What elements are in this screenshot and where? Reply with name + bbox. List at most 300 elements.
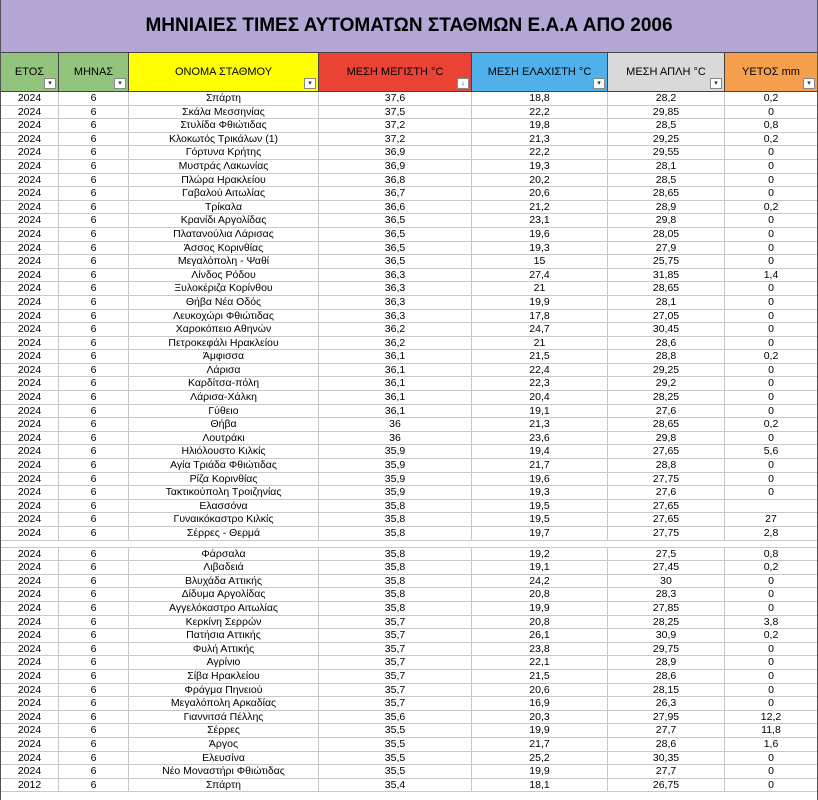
year-cell[interactable]: 2024 (1, 310, 59, 323)
month-cell[interactable]: 6 (59, 445, 129, 458)
rain-cell[interactable]: 0 (768, 323, 774, 336)
year-cell[interactable]: 2024 (1, 527, 59, 540)
mean-max-cell[interactable]: 35,8 (319, 527, 472, 540)
month-cell[interactable]: 6 (59, 561, 129, 574)
table-row[interactable] (1, 214, 817, 228)
mean-cell[interactable]: 27,45 (608, 561, 725, 574)
mean-max-cell[interactable]: 36,2 (319, 337, 472, 350)
rain-cell[interactable]: 1,4 (763, 268, 779, 281)
mean-max-cell[interactable]: 35,7 (319, 656, 472, 669)
month-cell[interactable]: 6 (59, 242, 129, 255)
header-mean[interactable] (608, 53, 725, 91)
table-row[interactable] (1, 255, 817, 269)
month-cell[interactable]: 6 (59, 92, 129, 105)
month-cell[interactable]: 6 (59, 214, 129, 227)
mean-cell[interactable]: 27,5 (608, 548, 725, 561)
station-cell[interactable]: Λευκοχώρι Φθιώτιδας (129, 310, 319, 323)
mean-min-cell[interactable]: 15 (472, 255, 608, 268)
month-cell[interactable]: 6 (59, 752, 129, 765)
table-row[interactable] (1, 602, 817, 616)
mean-min-cell[interactable]: 16,9 (472, 697, 608, 710)
month-cell[interactable]: 6 (59, 364, 129, 377)
table-row[interactable] (1, 160, 817, 174)
rain-cell[interactable]: 0 (768, 404, 774, 417)
mean-cell[interactable]: 29,85 (608, 106, 725, 119)
mean-max-cell[interactable]: 37,5 (319, 106, 472, 119)
year-cell[interactable]: 2024 (1, 656, 59, 669)
mean-max-cell[interactable]: 35,5 (319, 752, 472, 765)
rain-cell[interactable]: 0,2 (763, 629, 779, 642)
table-row[interactable] (1, 364, 817, 378)
mean-max-cell[interactable]: 36,3 (319, 282, 472, 295)
year-cell[interactable]: 2024 (1, 738, 59, 751)
mean-cell[interactable]: 29,2 (608, 377, 725, 390)
rain-cell[interactable]: 0,2 (763, 132, 779, 145)
mean-max-cell[interactable]: 35,7 (319, 684, 472, 697)
station-cell[interactable]: Μυστράς Λακωνίας (129, 160, 319, 173)
month-cell[interactable]: 6 (59, 405, 129, 418)
mean-max-cell[interactable]: 35,7 (319, 670, 472, 683)
rain-cell[interactable]: 0 (768, 336, 774, 349)
year-cell[interactable]: 2024 (1, 473, 59, 486)
table-row[interactable] (1, 391, 817, 405)
table-row[interactable] (1, 752, 817, 766)
year-cell[interactable]: 2024 (1, 350, 59, 363)
year-cell[interactable]: 2024 (1, 588, 59, 601)
mean-max-cell[interactable]: 35,8 (319, 602, 472, 615)
rain-cell[interactable]: 0 (768, 282, 774, 295)
mean-min-cell[interactable]: 22,1 (472, 656, 608, 669)
station-cell[interactable]: Αγία Τριάδα Φθιώτιδας (129, 459, 319, 472)
mean-min-cell[interactable]: 21,7 (472, 738, 608, 751)
year-cell[interactable]: 2024 (1, 92, 59, 105)
rain-cell[interactable]: 0 (768, 363, 774, 376)
mean-max-cell[interactable]: 36,3 (319, 269, 472, 282)
month-cell[interactable]: 6 (59, 119, 129, 132)
year-cell[interactable]: 2024 (1, 242, 59, 255)
month-cell[interactable]: 6 (59, 106, 129, 119)
rain-cell[interactable]: 0 (768, 697, 774, 710)
mean-min-cell[interactable]: 19,3 (472, 486, 608, 499)
rain-cell[interactable]: 0 (768, 173, 774, 186)
year-cell[interactable]: 2024 (1, 160, 59, 173)
mean-min-cell[interactable]: 19,5 (472, 513, 608, 526)
month-cell[interactable]: 6 (59, 201, 129, 214)
month-cell[interactable]: 6 (59, 174, 129, 187)
year-cell[interactable]: 2024 (1, 391, 59, 404)
table-row[interactable] (1, 282, 817, 296)
table-row[interactable] (1, 269, 817, 283)
year-cell[interactable]: 2024 (1, 269, 59, 282)
rain-cell[interactable]: 0 (768, 309, 774, 322)
rain-cell[interactable]: 0 (768, 778, 774, 791)
mean-min-cell[interactable]: 19,1 (472, 561, 608, 574)
month-cell[interactable]: 6 (59, 418, 129, 431)
mean-min-cell[interactable]: 19,6 (472, 228, 608, 241)
month-cell[interactable]: 6 (59, 724, 129, 737)
mean-max-cell[interactable]: 36,3 (319, 296, 472, 309)
station-cell[interactable]: Θήβα Νέα Οδός (129, 296, 319, 309)
month-cell[interactable]: 6 (59, 146, 129, 159)
mean-max-cell[interactable]: 37,6 (319, 92, 472, 105)
mean-max-cell[interactable]: 35,6 (319, 711, 472, 724)
rain-cell[interactable]: 0,2 (763, 350, 779, 363)
station-cell[interactable]: Σίβα Ηρακλείου (129, 670, 319, 683)
year-cell[interactable]: 2024 (1, 323, 59, 336)
station-cell[interactable]: Πλώρα Ηρακλείου (129, 174, 319, 187)
mean-min-cell[interactable]: 19,2 (472, 548, 608, 561)
table-row[interactable] (1, 527, 817, 541)
mean-min-cell[interactable]: 26,1 (472, 629, 608, 642)
rain-cell[interactable]: 0 (768, 391, 774, 404)
station-cell[interactable]: Φυλή Αττικής (129, 643, 319, 656)
table-row[interactable] (1, 684, 817, 698)
mean-min-cell[interactable]: 20,8 (472, 616, 608, 629)
station-cell[interactable]: Στυλίδα Φθιώτιδας (129, 119, 319, 132)
station-cell[interactable]: Πετροκεφάλι Ηρακλείου (129, 337, 319, 350)
mean-min-cell[interactable]: 19,4 (472, 445, 608, 458)
station-cell[interactable]: Κρανίδι Αργολίδας (129, 214, 319, 227)
mean-cell[interactable]: 29,55 (608, 146, 725, 159)
rain-cell[interactable]: 0 (768, 751, 774, 764)
mean-cell[interactable]: 29,25 (608, 364, 725, 377)
rain-cell[interactable]: 0 (768, 574, 774, 587)
mean-min-cell[interactable]: 19,3 (472, 242, 608, 255)
rain-cell[interactable]: 5,6 (763, 445, 779, 458)
year-cell[interactable]: 2024 (1, 500, 59, 513)
station-cell[interactable]: Ηλιόλουστο Κιλκίς (129, 445, 319, 458)
table-row[interactable] (1, 146, 817, 160)
mean-max-cell[interactable]: 35,9 (319, 445, 472, 458)
station-cell[interactable]: Χαροκόπειο Αθηνών (129, 323, 319, 336)
filter-dropdown-icon[interactable]: ▾ (593, 78, 605, 89)
year-cell[interactable]: 2024 (1, 765, 59, 778)
mean-cell[interactable]: 27,75 (608, 473, 725, 486)
month-cell[interactable]: 6 (59, 228, 129, 241)
mean-cell[interactable]: 30 (608, 575, 725, 588)
rain-cell[interactable]: 0 (768, 486, 774, 499)
mean-cell[interactable]: 28,2 (608, 92, 725, 105)
month-cell[interactable]: 6 (59, 269, 129, 282)
mean-min-cell[interactable]: 22,4 (472, 364, 608, 377)
station-cell[interactable]: Φάρσαλα (129, 548, 319, 561)
mean-max-cell[interactable]: 36,5 (319, 214, 472, 227)
year-cell[interactable]: 2024 (1, 146, 59, 159)
table-row[interactable] (1, 459, 817, 473)
station-cell[interactable]: Νέο Μοναστήρι Φθιώτιδας (129, 765, 319, 778)
mean-max-cell[interactable]: 36,1 (319, 377, 472, 390)
rain-cell[interactable]: 0 (768, 159, 774, 172)
mean-min-cell[interactable]: 19,9 (472, 765, 608, 778)
table-row[interactable] (1, 513, 817, 527)
table-row[interactable] (1, 119, 817, 133)
year-cell[interactable]: 2024 (1, 174, 59, 187)
mean-min-cell[interactable]: 21,3 (472, 418, 608, 431)
table-row[interactable] (1, 418, 817, 432)
table-row[interactable] (1, 779, 817, 793)
mean-cell[interactable]: 28,65 (608, 187, 725, 200)
table-row[interactable] (1, 656, 817, 670)
table-row[interactable] (1, 724, 817, 738)
mean-min-cell[interactable]: 23,1 (472, 214, 608, 227)
mean-cell[interactable]: 27,7 (608, 765, 725, 778)
mean-min-cell[interactable]: 20,6 (472, 684, 608, 697)
station-cell[interactable]: Αγγελόκαστρο Αιτωλίας (129, 602, 319, 615)
mean-max-cell[interactable]: 35,8 (319, 561, 472, 574)
mean-max-cell[interactable]: 35,7 (319, 643, 472, 656)
rain-cell[interactable]: 0 (768, 588, 774, 601)
table-row[interactable] (1, 323, 817, 337)
station-cell[interactable]: Ξυλοκέριζα Κορίνθου (129, 282, 319, 295)
month-cell[interactable]: 6 (59, 500, 129, 513)
mean-min-cell[interactable]: 23,8 (472, 643, 608, 656)
rain-cell[interactable] (725, 500, 817, 513)
header-mean-max[interactable] (319, 53, 472, 91)
month-cell[interactable]: 6 (59, 310, 129, 323)
mean-max-cell[interactable]: 36 (319, 418, 472, 431)
year-cell[interactable]: 2024 (1, 187, 59, 200)
mean-cell[interactable]: 26,3 (608, 697, 725, 710)
mean-max-cell[interactable]: 36,3 (319, 310, 472, 323)
month-cell[interactable]: 6 (59, 350, 129, 363)
mean-cell[interactable]: 27,9 (608, 242, 725, 255)
month-cell[interactable]: 6 (59, 282, 129, 295)
year-cell[interactable]: 2024 (1, 432, 59, 445)
mean-max-cell[interactable]: 35,9 (319, 486, 472, 499)
station-cell[interactable]: Φράγμα Πηνειού (129, 684, 319, 697)
header-month[interactable] (59, 53, 129, 91)
mean-cell[interactable]: 28,9 (608, 656, 725, 669)
year-cell[interactable]: 2024 (1, 616, 59, 629)
mean-min-cell[interactable]: 21,5 (472, 350, 608, 363)
year-cell[interactable]: 2024 (1, 255, 59, 268)
month-cell[interactable]: 6 (59, 513, 129, 526)
rain-cell[interactable]: 0 (768, 227, 774, 240)
mean-cell[interactable]: 28,6 (608, 738, 725, 751)
rain-cell[interactable]: 2,8 (763, 527, 779, 539)
station-cell[interactable]: Γύθειο (129, 405, 319, 418)
year-cell[interactable]: 2024 (1, 106, 59, 119)
mean-min-cell[interactable]: 24,7 (472, 323, 608, 336)
table-row[interactable] (1, 765, 817, 779)
month-cell[interactable]: 6 (59, 656, 129, 669)
filter-dropdown-icon[interactable]: ▾ (803, 78, 815, 89)
mean-min-cell[interactable]: 19,6 (472, 473, 608, 486)
mean-max-cell[interactable]: 36,5 (319, 255, 472, 268)
mean-cell[interactable]: 28,5 (608, 174, 725, 187)
station-cell[interactable]: Σπάρτη (129, 92, 319, 105)
mean-min-cell[interactable]: 20,6 (472, 187, 608, 200)
year-cell[interactable]: 2024 (1, 724, 59, 737)
filter-dropdown-icon[interactable]: ▾ (710, 78, 722, 89)
mean-cell[interactable]: 28,65 (608, 418, 725, 431)
rain-cell[interactable]: 0,8 (763, 547, 779, 560)
table-row[interactable] (1, 616, 817, 630)
rain-cell[interactable]: 0,2 (763, 92, 779, 104)
mean-min-cell[interactable]: 25,2 (472, 752, 608, 765)
rain-cell[interactable]: 0 (768, 187, 774, 200)
table-row[interactable] (1, 629, 817, 643)
header-year[interactable] (1, 53, 59, 91)
mean-cell[interactable]: 28,8 (608, 350, 725, 363)
station-cell[interactable]: Λάρισα-Χάλκη (129, 391, 319, 404)
mean-max-cell[interactable]: 35,8 (319, 588, 472, 601)
month-cell[interactable]: 6 (59, 588, 129, 601)
mean-min-cell[interactable]: 22,2 (472, 146, 608, 159)
station-cell[interactable]: Μεγαλόπολη - Ψαθί (129, 255, 319, 268)
mean-min-cell[interactable]: 21 (472, 337, 608, 350)
mean-min-cell[interactable]: 27,4 (472, 269, 608, 282)
mean-min-cell[interactable]: 21,7 (472, 459, 608, 472)
mean-cell[interactable]: 30,35 (608, 752, 725, 765)
table-row[interactable] (1, 486, 817, 500)
month-cell[interactable]: 6 (59, 187, 129, 200)
mean-cell[interactable]: 28,3 (608, 588, 725, 601)
month-cell[interactable]: 6 (59, 160, 129, 173)
mean-max-cell[interactable]: 35,5 (319, 724, 472, 737)
year-cell[interactable]: 2024 (1, 486, 59, 499)
table-row[interactable] (1, 133, 817, 147)
year-cell[interactable]: 2024 (1, 214, 59, 227)
mean-max-cell[interactable]: 37,2 (319, 119, 472, 132)
year-cell[interactable]: 2024 (1, 296, 59, 309)
month-cell[interactable]: 6 (59, 133, 129, 146)
table-row[interactable] (1, 738, 817, 752)
rain-cell[interactable]: 0 (768, 472, 774, 485)
table-row[interactable] (1, 310, 817, 324)
rain-cell[interactable]: 11,8 (761, 724, 781, 737)
station-cell[interactable]: Δίδυμα Αργολίδας (129, 588, 319, 601)
station-cell[interactable]: Τρίκαλα (129, 201, 319, 214)
month-cell[interactable]: 6 (59, 765, 129, 778)
rain-cell[interactable]: 0 (768, 431, 774, 444)
year-cell[interactable]: 2024 (1, 119, 59, 132)
month-cell[interactable]: 6 (59, 670, 129, 683)
year-cell[interactable]: 2024 (1, 670, 59, 683)
year-cell[interactable]: 2024 (1, 575, 59, 588)
station-cell[interactable]: Λάρισα (129, 364, 319, 377)
month-cell[interactable]: 6 (59, 432, 129, 445)
mean-max-cell[interactable]: 35,9 (319, 473, 472, 486)
mean-max-cell[interactable]: 37,2 (319, 133, 472, 146)
table-row[interactable] (1, 473, 817, 487)
mean-cell[interactable]: 27,05 (608, 310, 725, 323)
mean-min-cell[interactable]: 22,2 (472, 106, 608, 119)
year-cell[interactable]: 2024 (1, 282, 59, 295)
mean-max-cell[interactable]: 36,6 (319, 201, 472, 214)
year-cell[interactable]: 2024 (1, 643, 59, 656)
station-cell[interactable]: Άσσος Κορινθίας (129, 242, 319, 255)
table-row[interactable] (1, 697, 817, 711)
rain-cell[interactable]: 0 (768, 146, 774, 159)
mean-min-cell[interactable]: 19,7 (472, 527, 608, 540)
month-cell[interactable]: 6 (59, 643, 129, 656)
mean-max-cell[interactable]: 35,8 (319, 575, 472, 588)
station-cell[interactable]: Σέρρες (129, 724, 319, 737)
station-cell[interactable]: Κλοκωτός Τρικάλων (1) (129, 133, 319, 146)
mean-cell[interactable]: 28,15 (608, 684, 725, 697)
mean-cell[interactable]: 27,6 (608, 486, 725, 499)
mean-cell[interactable]: 28,65 (608, 282, 725, 295)
station-cell[interactable]: Κερκίνη Σερρών (129, 616, 319, 629)
station-cell[interactable]: Γιαννιτσά Πέλλης (129, 711, 319, 724)
month-cell[interactable]: 6 (59, 629, 129, 642)
mean-cell[interactable]: 29,75 (608, 643, 725, 656)
table-row[interactable] (1, 670, 817, 684)
rain-cell[interactable]: 0 (768, 642, 774, 655)
rain-cell[interactable]: 0 (768, 214, 774, 227)
mean-min-cell[interactable]: 19,5 (472, 500, 608, 513)
year-cell[interactable]: 2024 (1, 548, 59, 561)
mean-max-cell[interactable]: 36,5 (319, 242, 472, 255)
mean-cell[interactable]: 25,75 (608, 255, 725, 268)
month-cell[interactable]: 6 (59, 377, 129, 390)
mean-cell[interactable]: 30,45 (608, 323, 725, 336)
mean-max-cell[interactable]: 36,9 (319, 160, 472, 173)
table-row[interactable] (1, 575, 817, 589)
mean-max-cell[interactable]: 36,1 (319, 405, 472, 418)
mean-min-cell[interactable]: 17,8 (472, 310, 608, 323)
month-cell[interactable]: 6 (59, 548, 129, 561)
table-row[interactable] (1, 201, 817, 215)
station-cell[interactable]: Καρδίτσα-πόλη (129, 377, 319, 390)
station-cell[interactable]: Θήβα (129, 418, 319, 431)
table-row[interactable] (1, 242, 817, 256)
mean-cell[interactable]: 27,65 (608, 500, 725, 513)
year-cell[interactable]: 2024 (1, 405, 59, 418)
year-cell[interactable]: 2024 (1, 364, 59, 377)
station-cell[interactable]: Ελασσόνα (129, 500, 319, 513)
table-row[interactable] (1, 377, 817, 391)
filter-dropdown-icon[interactable]: ▾ (114, 78, 126, 89)
month-cell[interactable]: 6 (59, 296, 129, 309)
month-cell[interactable]: 6 (59, 738, 129, 751)
mean-min-cell[interactable]: 20,3 (472, 711, 608, 724)
rain-cell[interactable]: 0 (768, 601, 774, 614)
year-cell[interactable]: 2024 (1, 459, 59, 472)
station-cell[interactable]: Άργος (129, 738, 319, 751)
rain-cell[interactable]: 3,8 (763, 615, 779, 628)
mean-max-cell[interactable]: 36,1 (319, 364, 472, 377)
mean-min-cell[interactable]: 22,3 (472, 377, 608, 390)
mean-max-cell[interactable]: 36,1 (319, 350, 472, 363)
mean-max-cell[interactable]: 36 (319, 432, 472, 445)
station-cell[interactable]: Τακτικούπολη Τροιζηνίας (129, 486, 319, 499)
mean-cell[interactable]: 28,5 (608, 119, 725, 132)
mean-min-cell[interactable]: 19,9 (472, 724, 608, 737)
table-row[interactable] (1, 643, 817, 657)
year-cell[interactable]: 2024 (1, 684, 59, 697)
mean-min-cell[interactable]: 20,4 (472, 391, 608, 404)
rain-cell[interactable]: 0 (768, 295, 774, 308)
month-cell[interactable]: 6 (59, 575, 129, 588)
mean-cell[interactable]: 28,6 (608, 670, 725, 683)
mean-max-cell[interactable]: 35,8 (319, 548, 472, 561)
month-cell[interactable]: 6 (59, 616, 129, 629)
year-cell[interactable]: 2024 (1, 377, 59, 390)
mean-max-cell[interactable]: 35,7 (319, 616, 472, 629)
mean-min-cell[interactable]: 18,1 (472, 779, 608, 792)
station-cell[interactable]: Γαβαλού Αιτωλίας (129, 187, 319, 200)
mean-cell[interactable]: 27,7 (608, 724, 725, 737)
station-cell[interactable]: Ρίζα Κορινθίας (129, 473, 319, 486)
month-cell[interactable]: 6 (59, 255, 129, 268)
rain-cell[interactable]: 0 (768, 105, 774, 118)
mean-max-cell[interactable]: 36,2 (319, 323, 472, 336)
rain-cell[interactable]: 1,6 (763, 737, 779, 750)
rain-cell[interactable]: 0 (768, 377, 774, 390)
station-cell[interactable]: Μεγαλόπολη Αρκαδίας (129, 697, 319, 710)
